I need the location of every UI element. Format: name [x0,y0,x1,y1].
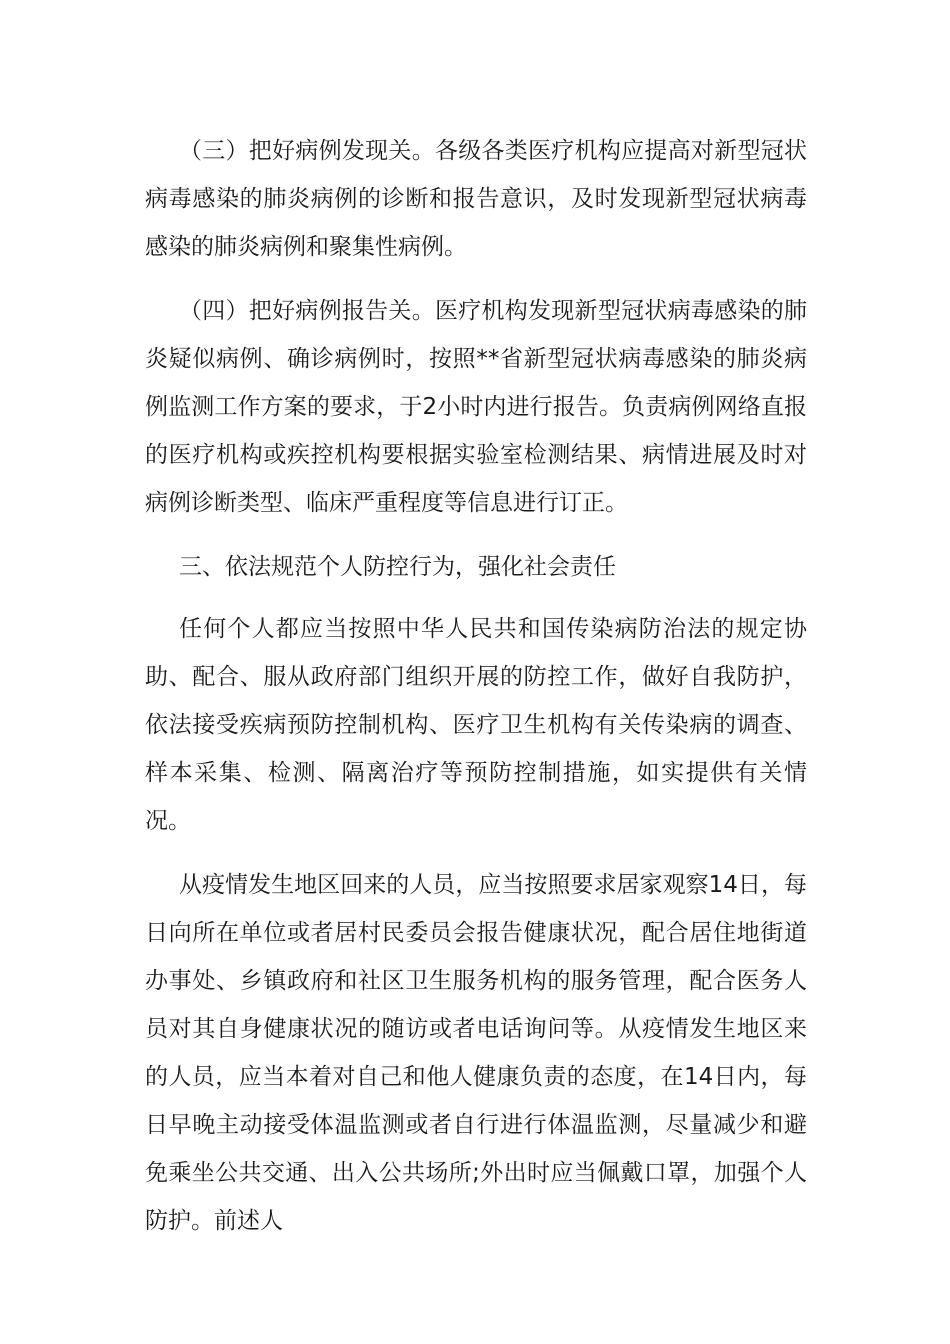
paragraph-returning-persons: 从疫情发生地区回来的人员，应当按照要求居家观察14日，每日向所在单位或者居村民委员会报告健康状况，配合居住地街道办事处、乡镇政府和社区卫生服务机构的服务管理，配合医务人员对其自身健康状况的随访或者电话询问等。从疫情发生地区来的人员，应当本着对自己和他人健康负责的态度，在14日内，每日早晚主动接受体温监测或者自行进行体温监测，尽量减少和避免乘坐公共交通、出入公共场所;外出时应当佩戴口罩，加强个人防护。前述人 [145,872,807,1234]
section-heading-personal-prevention: 三、依法规范个人防控行为，强化社会责任 [179,554,616,580]
document-body [145,127,807,1261]
paragraph-case-reporting: （四）把好病例报告关。医疗机构发现新型冠状病毒感染的肺炎疑似病例、确诊病例时，按照**省新型冠状病毒感染的肺炎病例监测工作方案的要求，于2小时内进行报告。负责病例网络直报的医疗机构或疾控机构要根据实验室检测结果、病情进展及时对病例诊断类型、临床严重程度等信息进行订正。 [145,298,807,516]
paragraph-individual-duty: 任何个人都应当按照中华人民共和国传染病防治法的规定协助、配合、服从政府部门组织开展的防控工作，做好自我防护，依法接受疾病预防控制机构、医疗卫生机构有关传染病的调查、样本采集、检测、隔离治疗等预防控制措施，如实提供有关情况。 [145,616,807,834]
paragraph-case-detection: （三）把好病例发现关。各级各类医疗机构应提高对新型冠状病毒感染的肺炎病例的诊断和报告意识，及时发现新型冠状病毒感染的肺炎病例和聚集性病例。 [145,138,807,260]
